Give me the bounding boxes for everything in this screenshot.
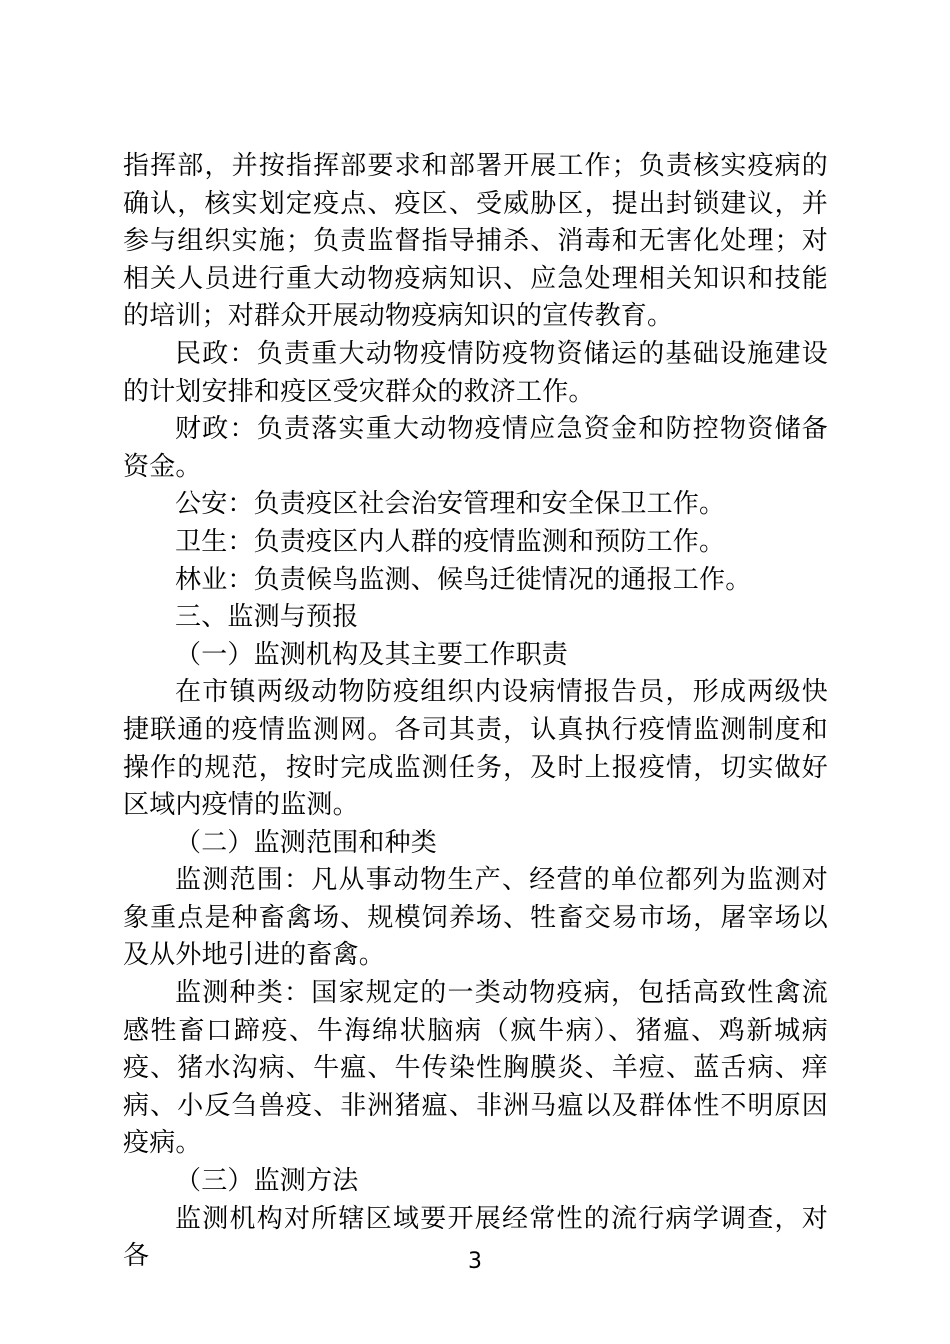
paragraph-health: 卫生：负责疫区内人群的疫情监测和预防工作。 [175, 526, 726, 557]
paragraph-monitoring-types: 监测种类：国家规定的一类动物疫病，包括高致性禽流感牲畜口蹄疫、牛海绵状脑病（疯牛病）、猪瘟、鸡新城病疫、猪水沟病、牛瘟、牛传染性胸膜炎、羊痘、蓝舌病、痒病、小反刍兽疫、非洲猪瘟、非洲马瘟以及群体性不明原因疫病。 [123, 978, 828, 1159]
paragraph-public-security: 公安：负责疫区社会治安管理和安全保卫工作。 [175, 489, 726, 520]
paragraph-monitoring-scope: 监测范围：凡从事动物生产、经营的单位都列为监测对象重点是种畜禽场、规模饲养场、牲畜交易市场，屠宰场以及从外地引进的畜禽。 [123, 865, 828, 971]
page-number: 3 [468, 1249, 482, 1274]
paragraph-civil-affairs: 民政：负责重大动物疫情防疫物资储运的基础设施建设的计划安排和疫区受灾群众的救济工作。 [123, 338, 828, 407]
paragraph-monitoring-methods: 监测机构对所辖区域要开展经常性的流行病学调查，对各 [123, 1203, 828, 1272]
paragraph-finance: 财政：负责落实重大动物疫情应急资金和防控物资储备资金。 [123, 414, 828, 482]
subheading-monitoring-agencies: （一）监测机构及其主要工作职责 [175, 639, 569, 670]
subheading-monitoring-methods: （三）监测方法 [175, 1166, 359, 1197]
paragraph-monitoring-network: 在市镇两级动物防疫组织内设病情报告员，形成两级快捷联通的疫情监测网。各司其责，认真执行疫情监测制度和操作的规范，按时完成监测任务，及时上报疫情，切实做好区域内疫情的监测。 [123, 677, 828, 821]
document-body [123, 148, 828, 1276]
paragraph-forestry: 林业：负责候鸟监测、候鸟迁徙情况的通报工作。 [175, 564, 752, 595]
subheading-monitoring-scope: （二）监测范围和种类 [175, 827, 438, 858]
paragraph-command-duties: 指挥部，并按指挥部要求和部署开展工作；负责核实疫病的确认，核实划定疫点、疫区、受威胁区，提出封锁建议，并参与组织实施；负责监督指导捕杀、消毒和无害化处理；对相关人员进行重大动物疫病知识、应急处理相关知识和技能的培训；对群众开展动物疫病知识的宣传教育。 [123, 151, 828, 332]
section-heading-monitoring: 三、监测与预报 [175, 602, 359, 633]
